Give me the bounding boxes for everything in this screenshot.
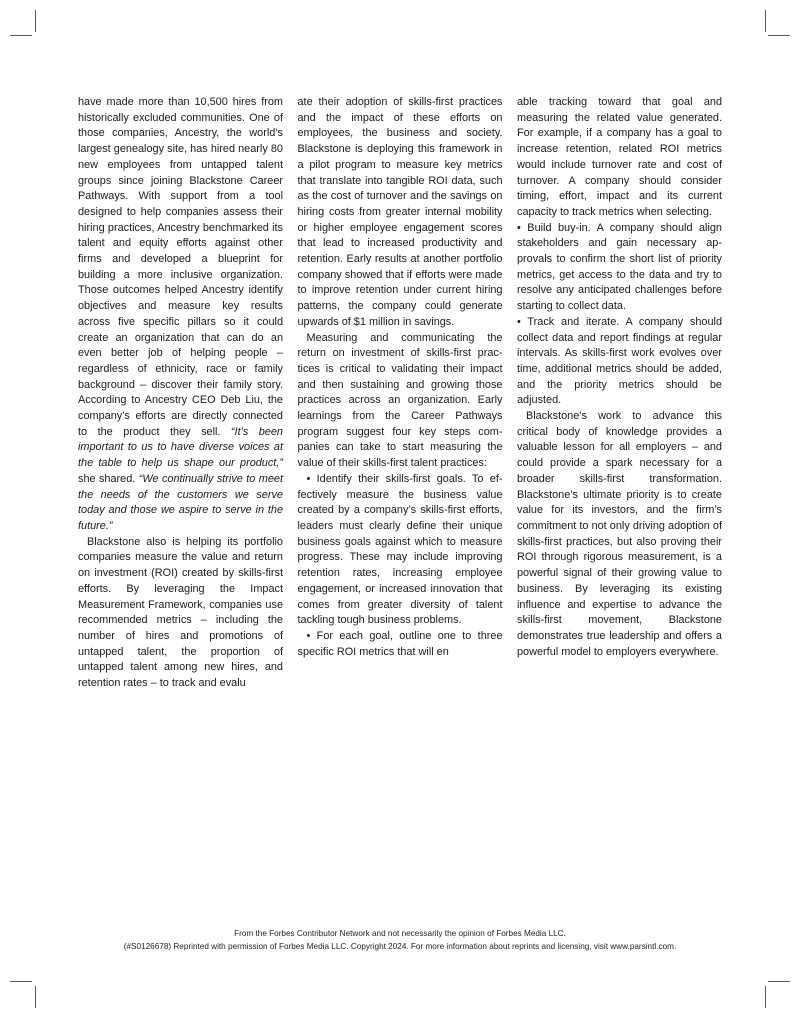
crop-mark-top-left-vertical (35, 10, 36, 32)
paragraph: ate their adoption of skills-first practices and the impact of these efforts on employees, the business and society. Blackstone is deploying this framework in a pilot program to measure key metrics that translate into tangible ROI data, such as the cost of turnover and the savings on hiring costs from greater internal mobility or higher employee engagement scores that lead to increased productivity and retention. Early results at another portfolio company showed that if efforts were made to improve retention under current hiring patterns, the company could generate upwards of $1 million in savings. (297, 96, 503, 328)
paragraph: Blackstone also is helping its portfolio companies measure the value and return on investment (ROI) created by skills-first efforts. By leveraging the Impact Measurement Framework, companies use recommended metrics – including the number of hires and promotions of untapped talent, the proportion of untapped talent among new hires, and retention rates – to track and evalu (78, 535, 283, 690)
paragraph: have made more than 10,500 hires from historically excluded communities. One of those companies, Ancestry, the world’s largest genealogy site, has hired nearly 80 new employees from untapped talent groups since joining Blackstone Career Pathways. With support from a tool designed to help companies assess their hiring practices, Ancestry benchmarked its talent and equity efforts against other firms and developed a blueprint for building a more inclusive organization. Those outcomes helped Ancestry identify objectives and measure key results across five specific pillars so it could create an organization that can do an even better job of helping people – regardless of ethnicity, race or family background – discover their family story. According to Ancestry CEO Deb Liu, the company’s efforts are directly connected to the product they sell. “It’s been important to us to have diverse voices at the table to help us shape our product,” she shared. “We continually strive to meet the needs of the customers we serve today and those we aspire to serve in the future.” (78, 96, 283, 532)
crop-mark-bottom-right-horizontal (768, 981, 790, 982)
bullet-item: • Track and iterate. A company should collect data and report findings at regular intervals. As skills-first work evolves over time, additional metrics should be added, and the priority metrics should be adjusted. (517, 315, 722, 407)
column-2 (297, 95, 503, 658)
bullet-item: • Build buy-in. A company should align stakeholders and gain necessary approvals to confirm the short list of priority metrics, get access to the data and try to resolve any anticipated challenges before starting to collect data. (517, 221, 722, 313)
crop-mark-top-right-vertical (765, 10, 766, 32)
crop-mark-top-right-horizontal (768, 35, 790, 36)
quote: “We continually strive to meet the needs of the customers we serve today and those we aspire to serve in the future.” (78, 472, 283, 532)
paragraph: Measuring and communicating the return on investment of skills-first practices is critical to validating their impact and then sustaining and growing those practices across an organization. Early learnings from the Career Pathways program suggest four key steps companies can take to start measuring the value of their skills-first talent practices: (297, 331, 503, 470)
footer-reprint-notice: (#S0126678) Reprinted with permission of Forbes Media LLC. Copyright 2024. For more information about reprints and licensing, visit www.parsintl.com. (123, 941, 677, 951)
column-1 (78, 95, 283, 690)
bullet-item: • For each goal, outline one to three specific ROI metrics that will en (297, 629, 503, 658)
crop-mark-top-left-horizontal (10, 35, 32, 36)
quote: “It’s been important to us to have diverse voices at the table to help us shape our product,” (78, 425, 283, 470)
column-3 (517, 95, 722, 658)
article-columns (78, 95, 722, 690)
crop-mark-bottom-right-vertical (765, 986, 766, 1008)
bullet-item: • Identify their skills-first goals. To effectively measure the business value created by a company’s skills-first efforts, leaders must clearly define their unique business goals against which to measure progress. These may include improving retention rates, increasing employee engagement, or increased innovation that comes from greater diversity of talent tackling tough business problems. (297, 472, 503, 627)
paragraph: able tracking toward that goal and measuring the related value generated. For example, if a company has a goal to increase retention, related ROI metrics would include turnover rate and cost of turnover. A company should consider timing, effort, impact and its current capacity to track metrics when selecting. (517, 96, 722, 218)
paragraph: Blackstone’s work to advance this critical body of knowledge provides a valuable lesson for all employers – and could provide a spark necessary for a broader skills-first transformation. Blackstone’s ultimate priority is to create value for its investors, and the firm’s commitment to not only driving adoption of skills-first practices, but also proving their ROI through rigorous measurement, is a powerful signal of their growing value to business. By leveraging its existing influence and expertise to advance the skills-first movement, Blackstone demonstrates true leadership and offers a powerful model to employers everywhere. (517, 410, 722, 658)
page-footer (0, 928, 800, 953)
footer-disclaimer: From the Forbes Contributor Network and not necessarily the opinion of Forbes Media LLC. (234, 929, 566, 938)
crop-mark-bottom-left-vertical (35, 986, 36, 1008)
crop-mark-bottom-left-horizontal (10, 981, 32, 982)
